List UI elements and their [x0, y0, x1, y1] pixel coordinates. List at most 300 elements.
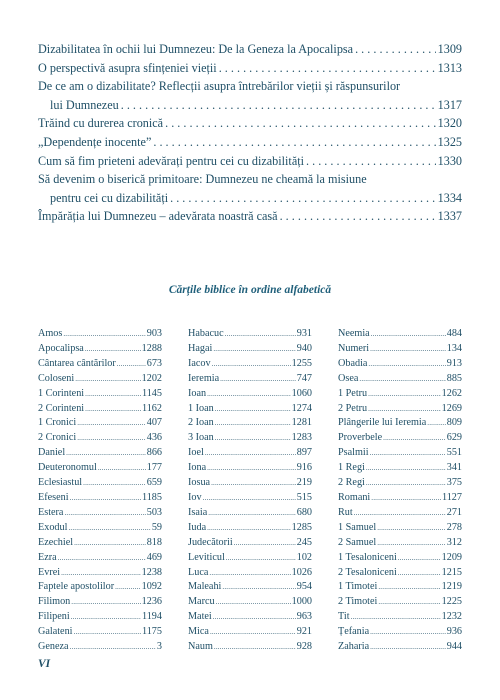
book-page: 515	[296, 491, 312, 503]
book-name: Psalmii	[338, 447, 369, 459]
book-entry	[188, 416, 312, 431]
book-entry	[188, 551, 312, 566]
book-entry	[338, 536, 462, 551]
toc-entry	[38, 77, 462, 114]
book-name: Deuteronomul	[38, 462, 97, 474]
book-entry	[38, 506, 162, 521]
book-entry	[338, 640, 462, 655]
book-page: 1269	[441, 402, 462, 414]
leader-dots	[377, 522, 446, 536]
book-page: 436	[146, 432, 162, 444]
book-entry	[338, 461, 462, 476]
book-name: Hagai	[188, 342, 213, 354]
book-page: 102	[296, 551, 312, 563]
leader-dots	[383, 432, 446, 446]
book-entry	[338, 327, 462, 342]
books-index	[38, 327, 462, 655]
leader-dots	[70, 641, 156, 655]
leader-dots	[370, 641, 446, 655]
book-name: Osea	[338, 372, 359, 384]
book-name: Isaia	[188, 506, 208, 518]
book-entry	[188, 625, 312, 640]
book-entry	[188, 595, 312, 610]
book-entry	[188, 580, 312, 595]
book-entry	[38, 402, 162, 417]
book-name: 2 Ioan	[188, 417, 214, 429]
leader-dots	[214, 641, 296, 655]
book-entry	[38, 357, 162, 372]
book-name: Naum	[188, 641, 213, 653]
book-page: 1285	[291, 521, 312, 533]
book-name: Tit	[338, 611, 350, 623]
book-name: 2 Cronici	[38, 432, 77, 444]
book-name: 1 Corinteni	[38, 387, 85, 399]
book-page: 897	[296, 447, 312, 459]
toc-entry-title-continued: lui Dumnezeu	[50, 97, 119, 112]
book-entry	[338, 625, 462, 640]
book-name: Evrei	[38, 566, 61, 578]
leader-dots	[77, 417, 146, 431]
book-name: Matei	[188, 611, 212, 623]
book-name: Galateni	[38, 626, 73, 638]
book-entry	[38, 625, 162, 640]
book-page: 747	[296, 372, 312, 384]
leader-dots	[368, 358, 445, 372]
book-page: 551	[446, 447, 462, 459]
book-page: 818	[146, 536, 162, 548]
page-number: VI	[38, 658, 51, 670]
leader-dots	[306, 152, 436, 171]
table-of-contents	[38, 40, 462, 226]
book-entry	[188, 536, 312, 551]
leader-dots	[427, 417, 445, 431]
book-entry	[188, 521, 312, 536]
book-entry	[188, 476, 312, 491]
leader-dots	[280, 207, 436, 226]
leader-dots	[378, 581, 440, 595]
book-name: Proverbele	[338, 432, 383, 444]
book-entry	[338, 416, 462, 431]
book-page: 916	[296, 462, 312, 474]
book-name: Romani	[338, 491, 371, 503]
book-page: 963	[296, 611, 312, 623]
book-name: Coloseni	[38, 372, 75, 384]
toc-entry	[38, 59, 462, 78]
book-page: 1283	[291, 432, 312, 444]
book-entry	[338, 431, 462, 446]
book-page: 1215	[441, 566, 462, 578]
leader-dots	[203, 492, 296, 506]
book-page: 1194	[142, 611, 162, 623]
book-name: Amos	[38, 328, 63, 339]
book-page: 375	[446, 477, 462, 489]
book-page: 278	[446, 521, 462, 533]
leader-dots	[226, 552, 296, 566]
book-name: Iona	[188, 462, 207, 474]
book-page: 341	[446, 462, 462, 474]
book-page: 1127	[442, 491, 462, 503]
book-page: 1060	[291, 387, 312, 399]
book-name: 1 Samuel	[338, 521, 377, 533]
book-page: 1219	[441, 581, 462, 593]
leader-dots	[370, 343, 446, 357]
leader-dots	[207, 462, 296, 476]
book-page: 659	[146, 477, 162, 489]
book-page: 1232	[441, 611, 462, 623]
leader-dots	[354, 507, 446, 521]
book-page: 903	[146, 328, 162, 339]
book-name: Maleahi	[188, 581, 222, 593]
leader-dots	[85, 388, 141, 402]
toc-entry	[38, 207, 462, 226]
book-entry	[338, 342, 462, 357]
toc-entry-title: O perspectivă asupra sfințeniei vieții	[38, 60, 217, 75]
book-entry	[338, 491, 462, 506]
leader-dots	[74, 626, 141, 640]
book-name: 2 Tesaloniceni	[338, 566, 397, 578]
leader-dots	[215, 403, 291, 417]
leader-dots	[210, 626, 296, 640]
book-name: 1 Timotei	[338, 581, 378, 593]
book-name: 1 Cronici	[38, 417, 77, 429]
leader-dots	[398, 552, 441, 566]
book-entry	[338, 551, 462, 566]
book-name: Iosua	[188, 477, 211, 489]
book-entry	[38, 327, 162, 342]
book-entry	[38, 640, 162, 655]
leader-dots	[68, 522, 150, 536]
leader-dots	[58, 552, 146, 566]
book-entry	[188, 506, 312, 521]
book-name: Țefania	[338, 626, 370, 638]
toc-entry-page: 1325	[437, 134, 462, 149]
leader-dots	[121, 96, 436, 115]
book-name: Faptele apostolilor	[38, 581, 115, 593]
book-page: 3	[156, 641, 162, 653]
leader-dots	[215, 432, 291, 446]
book-entry	[38, 416, 162, 431]
book-page: 1000	[291, 596, 312, 608]
toc-entry-title: Trăind cu durerea cronică	[38, 116, 164, 131]
book-page: 1262	[441, 387, 462, 399]
books-column	[38, 327, 162, 655]
book-page: 885	[446, 372, 462, 384]
leader-dots	[359, 373, 445, 387]
book-page: 1145	[142, 387, 162, 399]
book-page: 1288	[141, 342, 162, 354]
leader-dots	[207, 522, 291, 536]
book-entry	[188, 566, 312, 581]
leader-dots	[366, 462, 446, 476]
book-entry	[188, 387, 312, 402]
book-entry	[38, 551, 162, 566]
book-entry	[38, 461, 162, 476]
book-entry	[38, 491, 162, 506]
leader-dots	[355, 40, 436, 59]
leader-dots	[207, 388, 291, 402]
book-entry	[338, 402, 462, 417]
book-entry	[38, 595, 162, 610]
book-entry	[188, 491, 312, 506]
book-page: 407	[146, 417, 162, 429]
leader-dots	[234, 537, 296, 551]
book-entry	[338, 506, 462, 521]
leader-dots	[216, 596, 291, 610]
book-page: 1238	[141, 566, 162, 578]
book-entry	[38, 521, 162, 536]
book-entry	[188, 372, 312, 387]
book-entry	[38, 372, 162, 387]
leader-dots	[61, 567, 141, 581]
book-page: 312	[446, 536, 462, 548]
book-entry	[38, 342, 162, 357]
book-name: 1 Petru	[338, 387, 368, 399]
book-name: Iov	[188, 491, 202, 503]
book-entry	[338, 357, 462, 372]
leader-dots	[71, 596, 140, 610]
book-name: 2 Corinteni	[38, 402, 85, 414]
book-name: Neemia	[338, 328, 370, 339]
book-entry	[338, 372, 462, 387]
leader-dots	[170, 189, 436, 208]
toc-entry-page: 1330	[437, 153, 462, 168]
leader-dots	[370, 626, 446, 640]
leader-dots	[220, 373, 296, 387]
book-name: Ioel	[188, 447, 204, 459]
book-name: Cântarea cântărilor	[38, 357, 116, 369]
leader-dots	[117, 358, 146, 372]
book-page: 1026	[291, 566, 312, 578]
book-entry	[188, 640, 312, 655]
leader-dots	[63, 328, 145, 342]
toc-entry	[38, 40, 462, 59]
book-page: 921	[296, 626, 312, 638]
book-name: 1 Ioan	[188, 402, 214, 414]
book-page: 629	[446, 432, 462, 444]
leader-dots	[211, 477, 296, 491]
book-entry	[338, 476, 462, 491]
leader-dots	[70, 492, 141, 506]
book-name: 2 Samuel	[338, 536, 377, 548]
books-column	[188, 327, 312, 655]
leader-dots	[398, 567, 441, 581]
book-name: Leviticul	[188, 551, 225, 563]
book-name: Ioan	[188, 387, 207, 399]
leader-dots	[378, 596, 440, 610]
book-page: 936	[446, 626, 462, 638]
book-name: Filimon	[38, 596, 71, 608]
book-entry	[188, 461, 312, 476]
book-name: Filipeni	[38, 611, 70, 623]
book-page: 913	[446, 357, 462, 369]
book-name: Luca	[188, 566, 209, 578]
book-name: Iuda	[188, 521, 207, 533]
leader-dots	[98, 462, 146, 476]
leader-dots	[225, 328, 296, 342]
toc-entry-title: Dizabilitatea în ochii lui Dumnezeu: De la Geneza la Apocalipsa	[38, 42, 354, 56]
book-entry	[188, 610, 312, 625]
book-name: Mica	[188, 626, 209, 638]
book-page: 954	[296, 581, 312, 593]
book-entry	[338, 387, 462, 402]
book-page: 1274	[291, 402, 312, 414]
book-page: 245	[296, 536, 312, 548]
book-page: 59	[151, 521, 162, 533]
book-name: 2 Regi	[338, 477, 365, 489]
leader-dots	[209, 567, 290, 581]
leader-dots	[66, 447, 146, 461]
leader-dots	[215, 417, 291, 431]
leader-dots	[74, 537, 146, 551]
book-name: Habacuc	[188, 328, 224, 339]
toc-entry-page: 1313	[437, 60, 462, 75]
book-name: Rut	[338, 506, 353, 518]
leader-dots	[75, 373, 140, 387]
book-name: Zaharia	[338, 641, 370, 653]
toc-entry	[38, 114, 462, 133]
leader-dots	[370, 447, 446, 461]
toc-entry	[38, 133, 462, 152]
leader-dots	[77, 432, 146, 446]
book-page: 1209	[441, 551, 462, 563]
book-page: 1202	[141, 372, 162, 384]
book-entry	[338, 595, 462, 610]
book-name: Ezra	[38, 551, 57, 563]
book-entry	[38, 446, 162, 461]
book-entry	[338, 610, 462, 625]
book-name: Apocalipsa	[38, 342, 84, 354]
book-page: 866	[146, 447, 162, 459]
book-page: 944	[446, 641, 462, 653]
book-entry	[188, 402, 312, 417]
leader-dots	[351, 611, 441, 625]
book-entry	[188, 431, 312, 446]
leader-dots	[208, 507, 295, 521]
book-page: 673	[146, 357, 162, 369]
toc-entry-page: 1337	[437, 209, 462, 224]
book-page: 1225	[441, 596, 462, 608]
book-entry	[338, 521, 462, 536]
book-name: Iacov	[188, 357, 211, 369]
book-page: 484	[446, 328, 462, 339]
book-name: 1 Regi	[338, 462, 365, 474]
book-page: 177	[146, 462, 162, 474]
book-entry	[38, 387, 162, 402]
book-page: 1092	[141, 581, 162, 593]
book-name: 2 Timotei	[338, 596, 378, 608]
leader-dots	[377, 537, 446, 551]
toc-entry-title: „Dependențe inocente”	[38, 134, 152, 149]
toc-entry-title: Cum să fim prieteni adevărați pentru cei cu dizabilități	[38, 153, 304, 168]
book-entry	[188, 446, 312, 461]
book-name: Ieremia	[188, 372, 220, 384]
book-page: 1255	[291, 357, 312, 369]
book-page: 928	[296, 641, 312, 653]
book-page: 680	[296, 506, 312, 518]
book-entry	[338, 566, 462, 581]
book-entry	[188, 327, 312, 342]
book-entry	[38, 431, 162, 446]
book-entry	[38, 580, 162, 595]
book-page: 1236	[141, 596, 162, 608]
book-page: 469	[146, 551, 162, 563]
leader-dots	[115, 581, 141, 595]
book-name: 1 Tesaloniceni	[338, 551, 397, 563]
book-page: 809	[446, 417, 462, 429]
book-entry	[38, 476, 162, 491]
leader-dots	[83, 477, 146, 491]
toc-entry-page: 1309	[437, 42, 462, 56]
leader-dots	[366, 477, 446, 491]
book-page: 1185	[142, 491, 162, 503]
book-name: Efeseni	[38, 491, 69, 503]
book-name: Geneza	[38, 641, 69, 653]
leader-dots	[165, 114, 436, 133]
leader-dots	[85, 343, 141, 357]
book-page: 931	[296, 328, 312, 339]
book-name: 3 Ioan	[188, 432, 214, 444]
book-name: Estera	[38, 506, 64, 518]
book-name: Numeri	[338, 342, 370, 354]
leader-dots	[64, 507, 145, 521]
toc-entry-title: Împărăția lui Dumnezeu – adevărata noastră casă	[38, 209, 278, 224]
toc-entry-title-continued: pentru cei cu dizabilități	[50, 190, 169, 205]
leader-dots	[222, 581, 295, 595]
toc-entry	[38, 170, 462, 207]
leader-dots	[219, 59, 436, 78]
book-entry	[38, 566, 162, 581]
book-page: 219	[296, 477, 312, 489]
book-entry	[38, 536, 162, 551]
books-section-title: Cărțile biblice în ordine alfabetică	[168, 284, 332, 296]
leader-dots	[371, 328, 446, 342]
book-name: Marcu	[188, 596, 215, 608]
book-entry	[338, 446, 462, 461]
book-entry	[188, 342, 312, 357]
book-page: 940	[296, 342, 312, 354]
book-page: 1162	[142, 402, 162, 414]
book-name: Obadia	[338, 357, 368, 369]
leader-dots	[213, 611, 296, 625]
book-page: 1281	[291, 417, 312, 429]
toc-entry	[38, 152, 462, 171]
toc-entry-title: Să devenim o biserică primitoare: Dumnezeu ne cheamă la misiune	[38, 172, 367, 187]
leader-dots	[212, 358, 291, 372]
toc-entry-page: 1320	[437, 116, 462, 131]
book-name: Exodul	[38, 521, 68, 533]
leader-dots	[153, 133, 435, 152]
book-page: 271	[446, 506, 462, 518]
toc-entry-page: 1317	[437, 97, 462, 112]
book-entry	[38, 610, 162, 625]
toc-entry-title: De ce am o dizabilitate? Reflecții asupra întrebărilor vieții și răspunsurilor	[38, 79, 401, 94]
book-name: Ezechiel	[38, 536, 74, 548]
leader-dots	[205, 447, 296, 461]
book-entry	[188, 357, 312, 372]
book-page: 134	[446, 342, 462, 354]
leader-dots	[371, 492, 441, 506]
leader-dots	[368, 388, 440, 402]
leader-dots	[71, 611, 141, 625]
book-name: 2 Petru	[338, 402, 368, 414]
book-name: Judecătorii	[188, 536, 233, 548]
leader-dots	[85, 403, 141, 417]
book-name: Plângerile lui Ieremia	[338, 417, 427, 429]
book-name: Eclesiastul	[38, 477, 83, 489]
leader-dots	[368, 403, 440, 417]
books-column	[338, 327, 462, 655]
toc-entry-page: 1334	[437, 190, 462, 205]
